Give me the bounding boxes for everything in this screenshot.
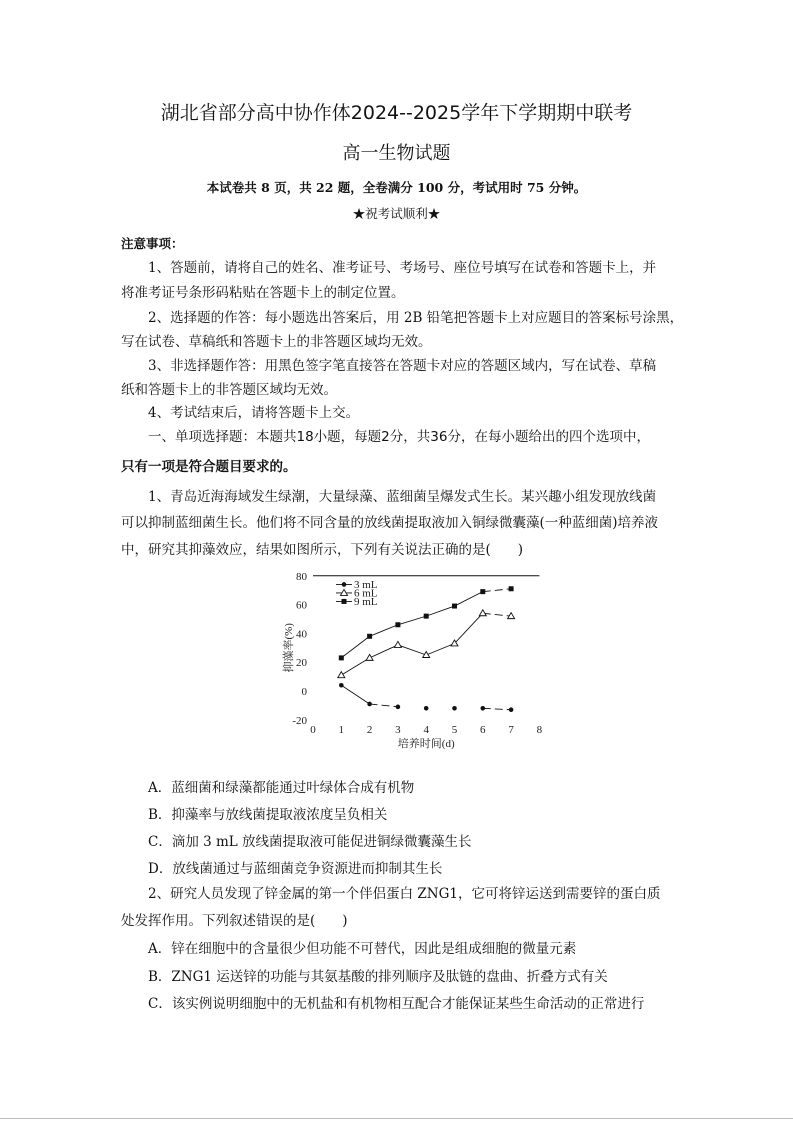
x-axis-label: 培养时间(d) [397, 738, 455, 750]
note-line: 2、选择题的作答：每小题选出答案后，用 2B 铅笔把答题卡上对应题目的答案标号涂黑， [148, 310, 684, 326]
data-point-6ml [341, 589, 348, 595]
section-text: 本题共18小题，每题2分，共36分，在每小题给出的四个选项中， [256, 429, 650, 445]
note-line: 纸和答题卡上的非答题区域均无效。 [121, 382, 337, 398]
exam-title: 湖北省部分高中协作体2024--2025学年下学期期中联考 [160, 102, 633, 124]
x-tick-label: 1 [338, 724, 345, 736]
series-line-6ml [455, 613, 483, 643]
x-tick-label: 6 [480, 724, 486, 736]
legend-label: 9 mL [354, 595, 378, 608]
y-tick-label: 0 [301, 686, 307, 698]
series-line-9ml [455, 592, 483, 606]
series-line-6ml [398, 645, 426, 655]
series-line-3ml [483, 708, 511, 709]
series-line-6ml [341, 658, 369, 675]
series-line-9ml [483, 589, 511, 592]
exam-wish: ★祝考试顺利★ [352, 206, 441, 221]
data-point-6ml [338, 672, 345, 678]
series-line-6ml [483, 613, 511, 616]
y-tick-label: 80 [296, 570, 307, 583]
q2-stem: 处发挥作用。下列叙述错误的是( ) [121, 913, 348, 929]
data-point-3ml [452, 706, 457, 711]
q1-stem: 可以抑制蓝细菌生长。他们将不同含量的放线菌提取液加入铜绿微囊藻(一种蓝细菌)培养液 [121, 515, 659, 531]
x-tick-label: 3 [395, 724, 401, 736]
data-point-3ml [342, 582, 347, 587]
data-point-6ml [479, 610, 486, 616]
q1-stem: 1、青岛近海海域发生绿潮，大量绿藻、蓝细菌呈爆发式生长。某兴趣小组发现放线菌 [148, 489, 657, 505]
series-line-6ml [426, 643, 454, 655]
y-tick-label: 60 [296, 599, 307, 612]
q1-option-d: D．放线菌通过与蓝细菌竞争资源进而抑制其生长 [148, 861, 443, 877]
series-line-3ml [341, 685, 369, 704]
series-line-9ml [398, 616, 426, 625]
note-line: 3、非选择题作答：用黑色签字笔直接答在答题卡对应的答题区域内，写在试卷、草稿 [148, 358, 657, 374]
q2-option-a: A．锌在细胞中的含量很少但功能不可替代，因此是组成细胞的微量元素 [148, 941, 577, 957]
note-line: 将准考证号条形码粘贴在答题卡上的制定位置。 [121, 285, 405, 301]
x-tick-label: 0 [310, 724, 316, 736]
q2-stem: 2、研究人员发现了锌金属的第一个伴侣蛋白 ZNG1，它可将锌运送到需要锌的蛋白质 [148, 886, 661, 902]
q2-option-c: C．该实例说明细胞中的无机盐和有机物相互配合才能保证某些生命活动的正常进行 [148, 996, 645, 1012]
q1-option-b: B．抑藻率与放线菌提取液浓度呈负相关 [148, 807, 388, 823]
exam-info: 本试卷共 8 页，共 22 题，全卷满分 100 分，考试用时 75 分钟。 [206, 180, 587, 195]
data-point-9ml [342, 599, 347, 604]
data-point-9ml [480, 589, 485, 594]
data-point-3ml [424, 706, 429, 711]
x-tick-label: 4 [423, 724, 429, 736]
q1-stem: 中，研究其抑藻效应，结果如图所示，下列有关说法正确的是( ) [121, 542, 524, 558]
section-prefix: 一、单项选择题： [148, 429, 256, 445]
data-point-3ml [396, 705, 401, 710]
data-point-9ml [395, 622, 400, 627]
series-line-6ml [370, 645, 398, 658]
data-point-9ml [509, 586, 514, 591]
note-line: 1、答题前，请将自己的姓名、准考证号、考场号、座位号填写在试卷和答题卡上，并 [148, 260, 657, 276]
q1-option-a: A．蓝细菌和绿藻都能通过叶绿体合成有机物 [148, 780, 415, 796]
series-line-9ml [341, 636, 369, 658]
data-point-6ml [366, 654, 373, 660]
series-line-9ml [426, 606, 454, 616]
x-tick-label: 5 [451, 724, 458, 736]
section-heading-line1 [148, 428, 650, 446]
data-point-3ml [509, 707, 514, 712]
data-point-9ml [452, 604, 457, 609]
series-line-9ml [370, 625, 398, 637]
legend-label: 3 mL [354, 578, 378, 591]
x-tick-label: 7 [508, 724, 514, 736]
data-point-3ml [367, 702, 372, 707]
section-heading-line2: 只有一项是符合题目要求的。 [121, 459, 297, 475]
y-tick-label: -20 [292, 714, 307, 727]
q1-option-c: C．滴加 3 mL 放线菌提取液可能促进铜绿微囊藻生长 [148, 834, 472, 850]
data-point-3ml [481, 706, 486, 711]
y-tick-label: 40 [296, 628, 307, 641]
note-line: 写在试卷、草稿纸和答题卡上的非答题区域均无效。 [121, 334, 432, 350]
x-tick-label: 2 [366, 724, 373, 736]
q2-option-b: B．ZNG1 运送锌的功能与其氨基酸的排列顺序及肽链的盘曲、折叠方式有关 [148, 969, 608, 985]
page-bottom-divider [0, 1118, 793, 1119]
x-tick-label: 8 [536, 724, 543, 736]
data-point-9ml [424, 614, 429, 619]
y-axis-label: 抑藻率(%) [283, 623, 295, 673]
y-tick-label: 20 [296, 657, 307, 670]
notes-heading: 注意事项： [121, 236, 184, 251]
q1-chart [270, 565, 560, 755]
series-line-3ml [370, 704, 398, 707]
exam-subtitle: 高一生物试题 [342, 143, 451, 164]
data-point-3ml [339, 683, 344, 688]
legend-label: 6 mL [354, 587, 378, 600]
data-point-6ml [394, 641, 401, 647]
note-line: 4、考试结束后，请将答题卡上交。 [148, 405, 360, 421]
data-point-9ml [367, 634, 372, 639]
data-point-9ml [339, 655, 344, 660]
